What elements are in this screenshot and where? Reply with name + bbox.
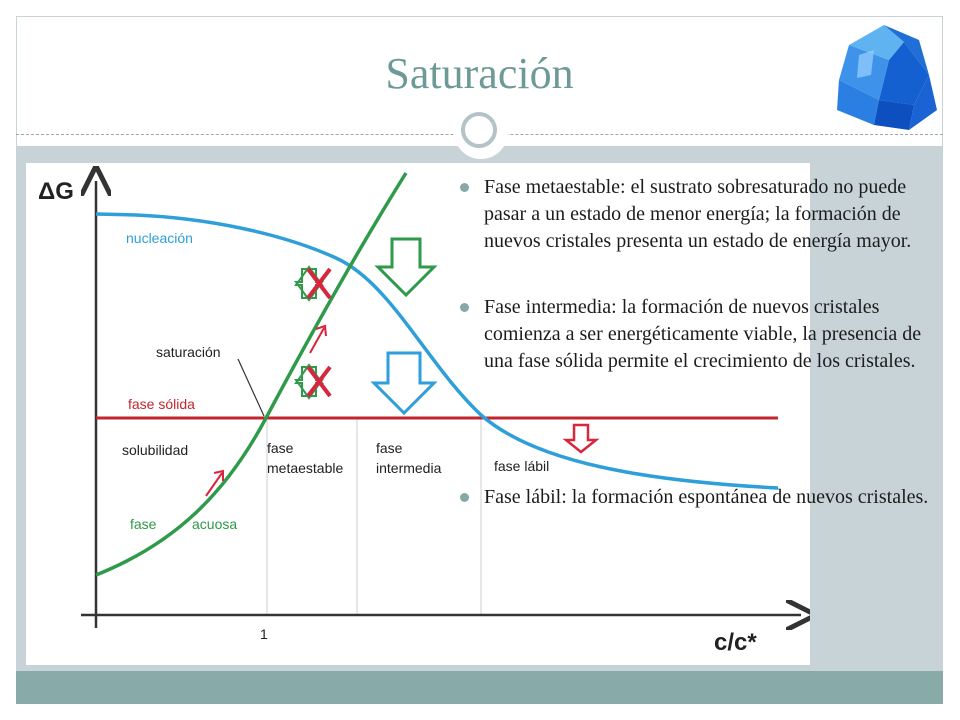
bullet-text: Fase intermedia: la formación de nuevos cristales comienza a ser energéticamente viable, la presencia de una fase sólida permite el crecimiento de los cristales. xyxy=(484,296,922,372)
region-intermedia-1: fase xyxy=(376,440,403,456)
bullet-labil xyxy=(460,484,928,511)
bullet-metaestable xyxy=(460,174,950,255)
region-intermedia-2: intermedia xyxy=(376,460,442,476)
saturacion-label: saturación xyxy=(156,344,221,360)
bullet-intermedia xyxy=(460,294,950,375)
blue-crystal-image xyxy=(829,20,941,132)
fase-acuosa-label-1: fase xyxy=(130,516,157,532)
divider-ring-icon xyxy=(461,112,497,148)
saturacion-pointer xyxy=(238,359,264,416)
bullet-dot-icon xyxy=(460,183,469,192)
x-tick-1: 1 xyxy=(260,626,268,642)
nucleacion-label: nucleación xyxy=(126,230,193,246)
region-metaestable-2: metaestable xyxy=(267,460,344,476)
fase-solida-label: fase sólida xyxy=(128,396,195,412)
green-down-arrow-icon xyxy=(378,239,434,295)
region-labil: fase lábil xyxy=(494,458,550,474)
blue-down-arrow-icon xyxy=(374,353,434,413)
footer-band xyxy=(16,671,943,704)
crossed-arrow-upper-icon xyxy=(296,267,330,300)
x-axis-label: c/c* xyxy=(714,629,757,656)
region-metaestable-1: fase xyxy=(267,440,294,456)
slide-title: Saturación xyxy=(385,49,574,98)
bullet-dot-icon xyxy=(460,303,469,312)
bullet-text: Fase lábil: la formación espontánea de nuevos cristales. xyxy=(484,486,929,508)
solubilidad-label: solubilidad xyxy=(122,442,189,458)
bullet-text: Fase metaestable: el sustrato sobresaturado no puede pasar a un estado de menor energía; la formación de nuevos cristales presenta un estado de energía mayor. xyxy=(484,176,912,252)
crossed-arrow-lower-icon xyxy=(296,365,330,398)
y-axis-label: ΔG xyxy=(38,178,74,205)
fase-acuosa-label-2: acuosa xyxy=(192,516,238,532)
bullet-dot-icon xyxy=(460,493,469,502)
red-down-arrow-icon xyxy=(566,425,596,452)
